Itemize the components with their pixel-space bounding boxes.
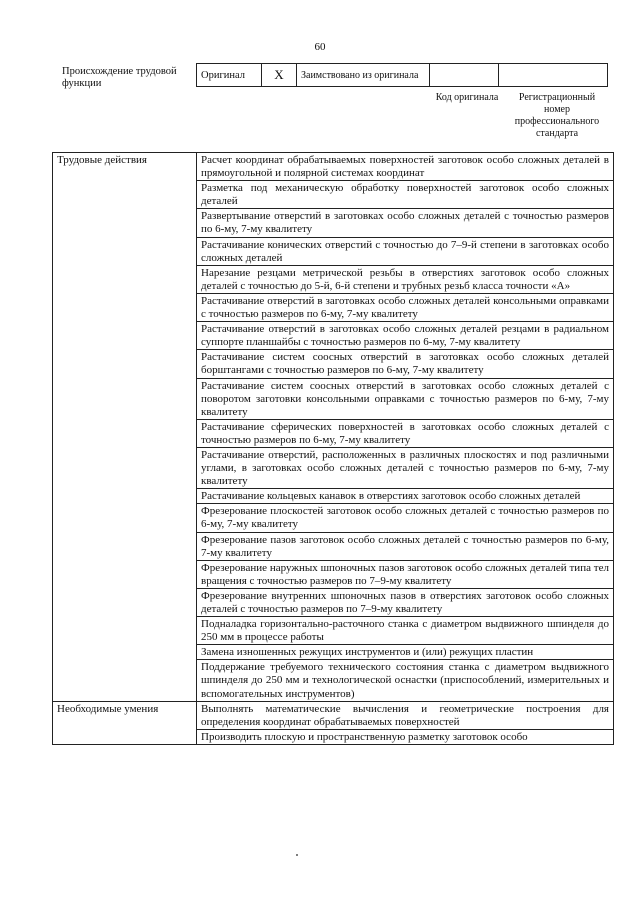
borrowed-cell: Заимствовано из оригинала: [297, 64, 430, 87]
origin-label: Происхождение трудовой функции: [62, 66, 177, 89]
table-cell: Фрезерование пазов заготовок особо сложных деталей с точностью размеров по 6-му, 7-му квалитету: [197, 532, 614, 560]
table-cell: Растачивание кольцевых канавок в отверстиях заготовок особо сложных деталей: [197, 489, 614, 504]
origin-table: [196, 63, 608, 87]
labor-actions-label: Трудовые действия: [53, 153, 197, 702]
table-row: [53, 701, 614, 729]
table-cell: Растачивание конических отверстий с точностью до 7–9-й степени в заготовках особо сложных деталей: [197, 237, 614, 265]
table-cell: Замена изношенных режущих инструментов и (или) режущих пластин: [197, 645, 614, 660]
table-cell: Фрезерование плоскостей заготовок особо сложных деталей с точностью размеров по 6-му, 7-му квалитету: [197, 504, 614, 532]
table-cell: Нарезание резцами метрической резьбы в отверстиях заготовок особо сложных деталей с точностью до 5-й, 6-й степени и трубных резьб класса точности «А»: [197, 265, 614, 293]
table-cell: Поддержание требуемого технического состояния станка с диаметром выдвижного шпинделя до 250 мм и технологической оснастки (приспособлений, измерительных и вспомогательных инструментов): [197, 660, 614, 701]
table-row: [53, 153, 614, 181]
code-caption: Код оригинала: [435, 92, 499, 103]
table-cell: Растачивание отверстий в заготовках особо сложных деталей консольными оправками с точностью размеров по 6-му, 7-му квалитету: [197, 293, 614, 321]
table-cell: Разметка под механическую обработку поверхностей заготовок особо сложных деталей: [197, 181, 614, 209]
table-cell: Растачивание систем соосных отверстий в заготовках особо сложных деталей борштангами с точностью размеров по 6-му, 7-му квалитету: [197, 350, 614, 378]
required-skills-label: Необходимые умения: [53, 701, 197, 744]
table-cell: Фрезерование внутренних шпоночных пазов в отверстиях заготовок особо сложных деталей с точностью размеров по 7–9-му квалитету: [197, 588, 614, 616]
original-mark: X: [262, 64, 297, 87]
table-cell: Подналадка горизонтально-расточного станка с диаметром выдвижного шпинделя до 250 мм в процессе работы: [197, 617, 614, 645]
table-cell: Растачивание систем соосных отверстий в заготовках особо сложных деталей с поворотом заготовки консольными оправками с точностью размеров по 6-му, 7-му квалитету: [197, 378, 614, 419]
main-table: [52, 152, 614, 745]
code-cell: [430, 64, 499, 87]
reg-caption: Регистрационный номер профессионального стандарта: [514, 92, 600, 139]
table-cell: Фрезерование наружных шпоночных пазов заготовок особо сложных деталей типа тел вращения с точностью размеров по 7–9-му квалитету: [197, 560, 614, 588]
reg-number-cell: [499, 64, 608, 87]
page-number: 60: [314, 41, 326, 53]
table-cell: Растачивание отверстий, расположенных в различных плоскостях и под различными углами, в заготовках особо сложных деталей с точностью размеров по 6-му, 7-му квалитету: [197, 447, 614, 488]
table-cell: Растачивание сферических поверхностей в заготовках особо сложных деталей с точностью размеров по 6-му, 7-му квалитету: [197, 419, 614, 447]
table-cell: Производить плоскую и пространственную разметку заготовок особо: [197, 729, 614, 744]
original-cell: Оригинал: [197, 64, 262, 87]
table-cell: Растачивание отверстий в заготовках особо сложных деталей резцами в радиальном суппорте планшайбы с точностью размеров по 6-му, 7-му квалитету: [197, 322, 614, 350]
table-cell: Выполнять математические вычисления и геометрические построения для определения координат обрабатываемых поверхностей: [197, 701, 614, 729]
table-cell: Развертывание отверстий в заготовках особо сложных деталей с точностью размеров по 6-му, 7-му квалитету: [197, 209, 614, 237]
table-cell: Расчет координат обрабатываемых поверхностей заготовок особо сложных деталей в прямоугольной и полярной системах координат: [197, 153, 614, 181]
scan-mark: [296, 854, 298, 856]
